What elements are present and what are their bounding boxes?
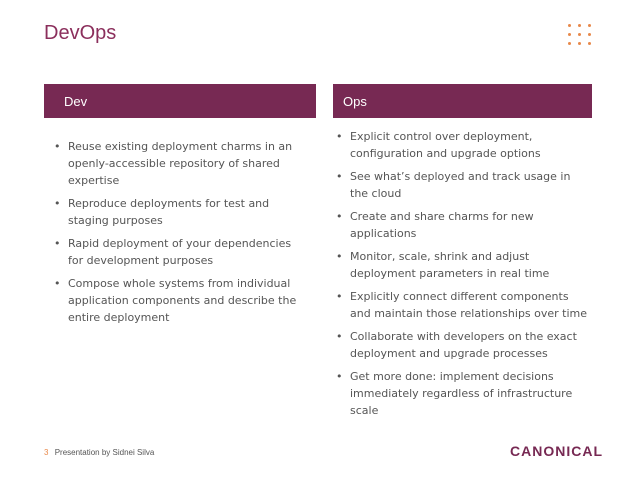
slide-title: DevOps <box>44 22 117 44</box>
list-item: • Explicit control over deployment, configuration and upgrade options <box>336 128 588 162</box>
list-item: • Explicitly connect different components and maintain those relationships over time <box>336 288 588 322</box>
dot-grid-decoration <box>568 24 592 45</box>
page-number: 3 <box>44 448 49 457</box>
list-item: • Get more done: implement decisions immediately regardless of infrastructure scale <box>336 368 588 419</box>
list-item: • Collaborate with developers on the exact deployment and upgrade processes <box>336 328 588 362</box>
ops-banner-label: Ops <box>343 93 367 109</box>
list-item: • See what’s deployed and track usage in the cloud <box>336 168 588 202</box>
dev-banner <box>44 84 316 118</box>
dev-list <box>54 138 299 332</box>
list-item: • Compose whole systems from individual application components and describe the entire deployment <box>54 275 299 326</box>
list-item: • Rapid deployment of your dependencies for development purposes <box>54 235 299 269</box>
list-item: • Reuse existing deployment charms in an openly-accessible repository of shared expertise <box>54 138 299 189</box>
dev-banner-label: Dev <box>64 93 88 109</box>
list-item: • Reproduce deployments for test and staging purposes <box>54 195 299 229</box>
ops-banner <box>333 84 592 118</box>
list-item: • Monitor, scale, shrink and adjust deployment parameters in real time <box>336 248 588 282</box>
footer <box>44 448 154 457</box>
presenter-credit: Presentation by Sidnei Silva <box>54 448 155 457</box>
ops-list <box>336 128 588 425</box>
dev-arrow-icon <box>298 84 316 118</box>
canonical-logo: CANONICAL <box>510 443 603 459</box>
list-item: • Create and share charms for new applications <box>336 208 588 242</box>
